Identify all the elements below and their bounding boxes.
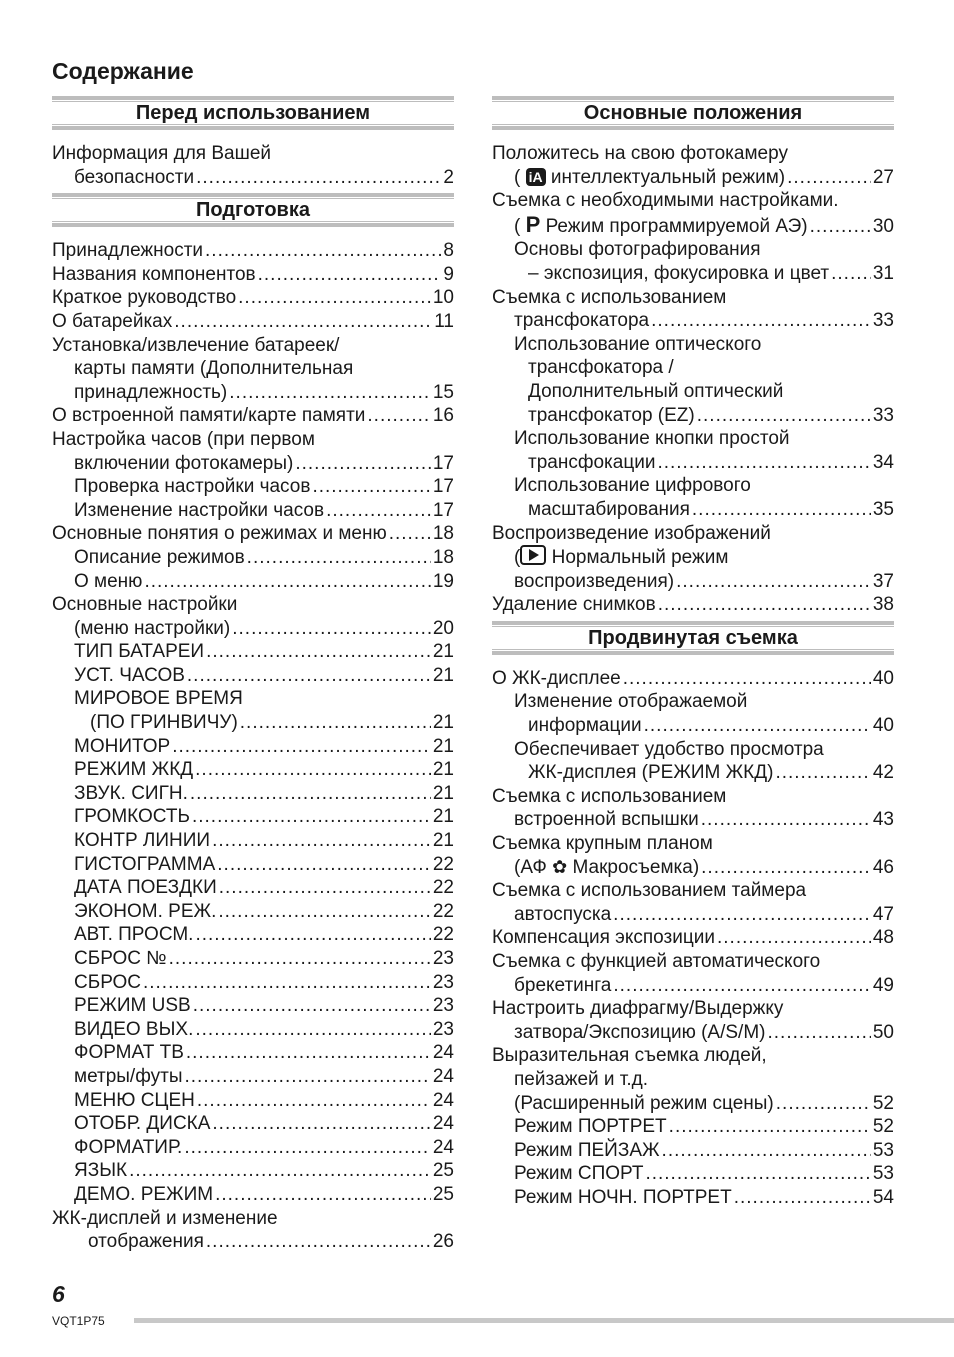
toc-entry-text: ВИДЕО ВЫХ.: [74, 1018, 194, 1040]
toc-entry[interactable]: [52, 404, 454, 428]
dot-leader: [215, 1183, 431, 1207]
toc-entry-text: Режим НОЧН. ПОРТРЕТ: [514, 1186, 732, 1208]
dot-leader: [810, 215, 871, 239]
toc-entry[interactable]: [52, 1112, 454, 1136]
toc-entry-text: ФОРМАТИР.: [74, 1136, 183, 1158]
toc-page-number: 19: [432, 570, 454, 592]
toc-entry-text: Использование цифрового: [514, 475, 751, 497]
toc-entry-text: Съемка с использованием таймера: [492, 880, 807, 902]
toc-entry[interactable]: [52, 735, 454, 759]
toc-entry-text: Компенсация экспозиции: [492, 927, 715, 949]
toc-column-left: [52, 96, 454, 1258]
toc-page-number: 18: [432, 546, 454, 568]
toc-entry[interactable]: [52, 687, 454, 734]
dot-leader: [186, 1041, 431, 1065]
dot-leader: [692, 498, 871, 522]
toc-page-number: 23: [432, 995, 454, 1017]
dot-leader: [195, 758, 431, 782]
toc-entry-text: встроенной вспышки: [514, 809, 699, 831]
toc-page-number: 21: [432, 759, 454, 781]
toc-entry-text: СБРОС №: [74, 948, 167, 969]
dot-leader: [206, 640, 431, 664]
toc-entry[interactable]: [52, 142, 454, 189]
toc-page-number: 25: [432, 1160, 454, 1182]
toc-entry-list: [52, 142, 454, 189]
toc-entry[interactable]: [492, 1115, 894, 1139]
toc-page-number: 24: [432, 1065, 454, 1087]
dot-leader: [206, 1230, 431, 1254]
dot-leader: [229, 381, 431, 405]
toc-entry-text: брекетинга: [514, 974, 612, 996]
toc-entry[interactable]: [492, 474, 894, 521]
toc-entry-text: трансфокатора: [514, 310, 650, 332]
dot-leader: [169, 947, 431, 971]
toc-entry-text: Основные понятия о режимах и меню: [52, 523, 387, 545]
section-header: Перед использованием: [52, 96, 454, 130]
toc-entry[interactable]: [492, 997, 894, 1044]
toc-entry-text: Воспроизведение изображений: [492, 522, 771, 544]
dot-leader: [697, 404, 871, 428]
toc-page-number: 22: [432, 924, 454, 946]
toc-entry[interactable]: [492, 785, 894, 832]
toc-page-number: 24: [432, 1042, 454, 1064]
toc-page-number: 9: [443, 263, 454, 285]
toc-entry[interactable]: [52, 829, 454, 853]
dot-leader: [232, 617, 431, 641]
toc-column-right: [492, 96, 894, 1214]
dot-leader: [192, 805, 431, 829]
toc-page-number: 11: [434, 310, 454, 332]
page-title: Содержание: [52, 58, 194, 84]
toc-page-number: 21: [432, 830, 454, 852]
toc-entry-text: трансфокатора /: [528, 357, 674, 379]
dot-leader: [831, 262, 871, 286]
toc-page-number: 17: [432, 476, 454, 498]
toc-entry[interactable]: [52, 1041, 454, 1065]
toc-entry-text: АВТ. ПРОСМ.: [74, 924, 194, 946]
toc-entry[interactable]: [52, 782, 454, 806]
toc-page-number: 33: [872, 310, 894, 332]
toc-page-number: 21: [432, 782, 454, 804]
toc-entry[interactable]: [52, 522, 454, 546]
toc-page-number: 22: [432, 877, 454, 899]
toc-entry-text: масштабирования: [528, 498, 690, 520]
dot-leader: [258, 263, 442, 287]
toc-entry[interactable]: [492, 522, 894, 594]
toc-entry-text: РЕЖИМ USB: [74, 995, 191, 1017]
toc-entry-list: [492, 667, 894, 1210]
toc-entry-text: Съемка с использованием: [492, 286, 727, 308]
footer-rule: [134, 1318, 954, 1323]
toc-entry[interactable]: [52, 1136, 454, 1160]
toc-entry[interactable]: [492, 832, 894, 879]
toc-entry-text: ( iA интеллектуальный режим): [514, 166, 786, 188]
toc-entry[interactable]: [52, 334, 454, 405]
toc-entry[interactable]: [52, 1159, 454, 1183]
toc-entry-list: [52, 239, 454, 1254]
dot-leader: [187, 664, 431, 688]
toc-page-number: 47: [872, 903, 894, 925]
toc-entry-text: Названия компонентов: [52, 263, 256, 285]
toc-entry-list: [492, 142, 894, 617]
toc-page-number: 25: [432, 1183, 454, 1205]
toc-entry-text: (ПО ГРИНВИЧУ): [90, 712, 238, 734]
toc-entry[interactable]: [52, 1207, 454, 1254]
toc-entry[interactable]: [492, 1186, 894, 1210]
toc-entry-text: Принадлежности: [52, 240, 204, 262]
dot-leader: [247, 546, 431, 570]
toc-entry[interactable]: [52, 900, 454, 924]
toc-page-number: 21: [432, 664, 454, 686]
toc-entry[interactable]: [492, 333, 894, 427]
toc-page-number: 35: [872, 498, 894, 520]
dot-leader: [143, 971, 431, 995]
section-header: Продвинутая съемка: [492, 621, 894, 655]
toc-page-number: 22: [432, 853, 454, 875]
dot-leader: [645, 1162, 870, 1186]
dot-leader: [326, 499, 431, 523]
toc-entry-text: РЕЖИМ ЖКД: [74, 759, 194, 781]
dot-leader: [212, 829, 431, 853]
toc-entry-text: МИРОВОЕ ВРЕМЯ: [74, 688, 243, 710]
dot-leader: [701, 808, 871, 832]
p-mode-icon: P: [525, 211, 541, 237]
dot-leader: [172, 735, 431, 759]
toc-page-number: 48: [872, 927, 894, 949]
dot-leader: [367, 404, 430, 428]
toc-section: [52, 96, 454, 189]
toc-entry[interactable]: [492, 690, 894, 737]
toc-entry-text: Режим ПОРТРЕТ: [514, 1116, 667, 1138]
toc-page-number: 21: [432, 641, 454, 663]
dot-leader: [195, 923, 430, 947]
toc-page-number: 46: [872, 856, 894, 878]
dot-leader: [174, 310, 432, 334]
dot-leader: [197, 1089, 431, 1113]
toc-entry[interactable]: [52, 923, 454, 947]
dot-leader: [205, 239, 441, 263]
dot-leader: [734, 1186, 871, 1210]
toc-page-number: 8: [443, 240, 454, 262]
dot-leader: [658, 593, 871, 617]
toc-entry-text: КОНТР ЛИНИИ: [74, 830, 211, 852]
toc-entry-text: Режим СПОРТ: [514, 1163, 644, 1185]
toc-entry[interactable]: [52, 947, 454, 971]
toc-entry[interactable]: [52, 805, 454, 829]
toc-page-number: 24: [432, 1136, 454, 1158]
dot-leader: [195, 1018, 430, 1042]
toc-page-number: 10: [432, 287, 454, 309]
toc-entry-text: О встроенной памяти/карте памяти: [52, 405, 366, 427]
toc-entry[interactable]: [52, 971, 454, 995]
toc-entry[interactable]: [492, 667, 894, 691]
dot-leader: [238, 286, 431, 310]
model-code: VQT1P75: [52, 1314, 105, 1328]
toc-entry-text: ЖК-дисплея (РЕЖИМ ЖКД): [528, 762, 774, 784]
toc-entry-text: воспроизведения): [514, 570, 675, 592]
toc-entry[interactable]: [492, 738, 894, 785]
toc-entry[interactable]: [52, 263, 454, 287]
toc-entry-text: отображения: [88, 1231, 204, 1253]
dot-leader: [389, 522, 431, 546]
toc-page-number: 37: [872, 570, 894, 592]
toc-entry-text: Описание режимов: [74, 546, 245, 568]
toc-entry[interactable]: [52, 593, 454, 640]
section-header: Подготовка: [52, 193, 454, 227]
dot-leader: [196, 166, 441, 190]
toc-page-number: 38: [872, 594, 894, 616]
ia-mode-icon: iA: [526, 168, 546, 186]
toc-entry[interactable]: [492, 427, 894, 474]
dot-leader: [623, 667, 871, 691]
dot-leader: [787, 166, 871, 190]
dot-leader: [218, 900, 431, 924]
toc-entry-text: Режим ПЕЙЗАЖ: [514, 1139, 660, 1161]
toc-page-number: 24: [432, 1113, 454, 1135]
toc-entry-text: О меню: [74, 570, 143, 592]
toc-page-number: 43: [872, 809, 894, 831]
toc-entry-text: ФОРМАТ ТВ: [74, 1042, 184, 1064]
toc-entry-text: МЕНЮ СЦЕН: [74, 1089, 195, 1111]
toc-entry-text: ЭКОНОМ. РЕЖ.: [74, 900, 217, 922]
toc-page-number: 53: [872, 1139, 894, 1161]
dot-leader: [219, 876, 431, 900]
toc-entry-text: ОТОБР. ДИСКА: [74, 1113, 211, 1135]
toc-entry-text: ТИП БАТАРЕИ: [74, 641, 205, 663]
dot-leader: [776, 1092, 871, 1116]
toc-entry-text: Съемка крупным планом: [492, 833, 713, 855]
toc-section: [52, 193, 454, 1254]
toc-page-number: 33: [872, 404, 894, 426]
toc-entry-text: СБРОС: [74, 971, 141, 993]
toc-section: [492, 621, 894, 1210]
dot-leader: [657, 451, 870, 475]
dot-leader: [190, 782, 431, 806]
toc-entry-text: Положитесь на свою фотокамеру: [492, 143, 788, 164]
toc-entry[interactable]: [492, 189, 894, 238]
dot-leader: [651, 309, 871, 333]
toc-entry[interactable]: [492, 1139, 894, 1163]
toc-page-number: 16: [432, 405, 454, 427]
toc-entry[interactable]: [52, 570, 454, 594]
dot-leader: [184, 1136, 431, 1160]
dot-leader: [312, 475, 430, 499]
toc-page-number: 42: [872, 762, 894, 784]
dot-leader: [240, 711, 431, 735]
toc-entry-text: Установка/извлечение батареек/: [52, 334, 340, 356]
toc-entry-text: Съемка с необходимыми настройками.: [492, 190, 839, 212]
toc-page-number: 54: [872, 1186, 894, 1208]
toc-entry[interactable]: [52, 475, 454, 499]
toc-section: [492, 96, 894, 617]
dot-leader: [295, 452, 431, 476]
toc-entry-text: Настроить диафрагму/Выдержку: [492, 998, 784, 1020]
toc-entry-text: Использование кнопки простой: [514, 428, 790, 450]
toc-entry-text: (Расширенный режим сцены): [514, 1092, 774, 1114]
toc-entry[interactable]: [492, 926, 894, 950]
toc-entry-text: метры/футы: [74, 1065, 183, 1087]
toc-entry[interactable]: [52, 853, 454, 877]
toc-entry-text: Настройка часов (при первом: [52, 428, 315, 450]
toc-entry-text: Информация для Вашей: [52, 143, 272, 164]
toc-entry-text: трансфокации: [528, 451, 656, 473]
toc-entry-text: Дополнительный оптический: [528, 380, 784, 402]
toc-page-number: 2: [443, 166, 454, 188]
toc-entry-text: ДЕМО. РЕЖИМ: [74, 1183, 214, 1205]
toc-entry[interactable]: [52, 1065, 454, 1089]
toc-page-number: 49: [872, 974, 894, 996]
dot-leader: [613, 974, 870, 998]
toc-page-number: 31: [872, 262, 894, 284]
toc-page-number: 17: [432, 499, 454, 521]
toc-page-number: 27: [872, 166, 894, 188]
toc-entry-text: затвора/Экспозицию (A/S/M): [514, 1021, 766, 1043]
dot-leader: [767, 1021, 870, 1045]
toc-entry-text: Изменение отображаемой: [514, 691, 748, 713]
toc-entry[interactable]: [52, 876, 454, 900]
toc-entry-text: карты памяти (Дополнительная: [74, 358, 354, 380]
dot-leader: [613, 903, 871, 927]
toc-page-number: 40: [872, 715, 894, 737]
toc-page-number: 53: [872, 1163, 894, 1185]
toc-page-number: 23: [432, 971, 454, 993]
toc-entry-text: ( Нормальный режим: [514, 547, 729, 569]
toc-entry[interactable]: [52, 310, 454, 334]
dot-leader: [144, 570, 430, 594]
toc-entry[interactable]: [52, 640, 454, 664]
toc-page-number: 34: [872, 451, 894, 473]
macro-flower-icon: ✿: [552, 856, 568, 877]
toc-page-number: 22: [432, 900, 454, 922]
toc-page-number: 21: [432, 712, 454, 734]
toc-page-number: 23: [432, 1018, 454, 1040]
toc-entry-text: автоспуска: [514, 903, 612, 925]
dot-leader: [676, 570, 871, 594]
toc-entry-text: ЖК-дисплей и изменение: [52, 1207, 278, 1229]
dot-leader: [701, 856, 871, 880]
toc-entry-text: включении фотокамеры): [74, 452, 294, 474]
toc-entry-text: информации: [528, 715, 642, 737]
toc-page-number: 24: [432, 1089, 454, 1111]
toc-entry[interactable]: [492, 593, 894, 617]
toc-entry-text: принадлежность): [74, 381, 228, 403]
toc-entry[interactable]: [492, 286, 894, 333]
toc-entry-text: ЯЗЫК: [74, 1160, 128, 1182]
toc-entry-text: Краткое руководство: [52, 287, 237, 309]
toc-entry-text: безопасности: [74, 166, 195, 188]
dot-leader: [775, 761, 870, 785]
toc-entry[interactable]: [492, 1162, 894, 1186]
toc-entry-text: УСТ. ЧАСОВ: [74, 664, 185, 686]
dot-leader: [217, 853, 431, 877]
toc-entry[interactable]: [52, 428, 454, 475]
toc-entry-text: Удаление снимков: [492, 594, 656, 616]
dot-leader: [644, 714, 871, 738]
toc-entry-text: ЗВУК. СИГН.: [74, 782, 188, 804]
dot-leader: [212, 1112, 430, 1136]
toc-entry-text: пейзажей и т.д.: [514, 1068, 649, 1090]
dot-leader: [193, 994, 431, 1018]
toc-entry[interactable]: [52, 664, 454, 688]
toc-entry-text: Использование оптического: [514, 333, 762, 355]
toc-entry-text: МОНИТОР: [74, 735, 171, 757]
toc-entry-text: О батарейках: [52, 310, 173, 332]
toc-entry-text: (меню настройки): [74, 617, 231, 639]
toc-entry-text: Изменение настройки часов: [74, 499, 325, 521]
toc-page-number: 26: [432, 1231, 454, 1253]
toc-entry-text: Выразительная съемка людей,: [492, 1045, 767, 1067]
toc-entry-text: ДАТА ПОЕЗДКИ: [74, 877, 217, 899]
toc-page-number: 23: [432, 948, 454, 969]
toc-entry-text: ГИСТОГРАММА: [74, 853, 216, 875]
dot-leader: [662, 1139, 871, 1163]
toc-entry-text: трансфокатор (EZ): [528, 404, 695, 426]
toc-page-number: 52: [872, 1116, 894, 1138]
dot-leader: [717, 926, 871, 950]
toc-entry-text: Съемка с функцией автоматического: [492, 951, 821, 972]
toc-entry[interactable]: [52, 994, 454, 1018]
toc-entry[interactable]: [492, 950, 894, 997]
toc-page-number: 21: [432, 806, 454, 828]
toc-entry[interactable]: [492, 1044, 894, 1115]
toc-entry[interactable]: [52, 546, 454, 570]
toc-entry[interactable]: [52, 758, 454, 782]
toc-page-number: 15: [432, 381, 454, 403]
toc-page-number: 17: [432, 452, 454, 474]
toc-entry[interactable]: [52, 1089, 454, 1113]
toc-page-number: 52: [872, 1092, 894, 1114]
toc-entry-text: Съемка с использованием: [492, 785, 727, 807]
toc-entry-text: Проверка настройки часов: [74, 476, 311, 498]
toc-entry[interactable]: [492, 238, 894, 285]
toc-entry-text: ( P Режим программируемой АЭ): [514, 211, 808, 237]
toc-page-number: 50: [872, 1021, 894, 1043]
toc-entry[interactable]: [52, 1183, 454, 1207]
toc-entry-text: ГРОМКОСТЬ: [74, 806, 190, 828]
toc-page-number: 20: [432, 617, 454, 639]
section-header: Основные положения: [492, 96, 894, 130]
toc-page-number: 18: [432, 523, 454, 545]
toc-entry-text: Основные настройки: [52, 594, 238, 616]
toc-entry[interactable]: [492, 142, 894, 189]
toc-entry-text: (АФ ✿ Макросъемка): [514, 856, 700, 878]
toc-page-number: 40: [872, 667, 894, 689]
toc-entry[interactable]: [52, 239, 454, 263]
dot-leader: [129, 1159, 431, 1183]
toc-page-number: 30: [872, 215, 894, 237]
toc-page-number: 21: [432, 735, 454, 757]
toc-entry-text: О ЖК-дисплее: [492, 667, 621, 689]
toc-entry[interactable]: [52, 1018, 454, 1042]
toc-entry-text: – экспозиция, фокусировка и цвет: [528, 262, 830, 284]
toc-entry-text: Основы фотографирования: [514, 239, 761, 261]
dot-leader: [669, 1115, 871, 1139]
toc-entry[interactable]: [52, 499, 454, 523]
page-number: 6: [52, 1281, 65, 1307]
dot-leader: [184, 1065, 430, 1089]
toc-entry[interactable]: [52, 286, 454, 310]
toc-entry[interactable]: [492, 879, 894, 926]
toc-entry-text: Обеспечивает удобство просмотра: [514, 738, 824, 760]
playback-icon: [520, 545, 546, 565]
